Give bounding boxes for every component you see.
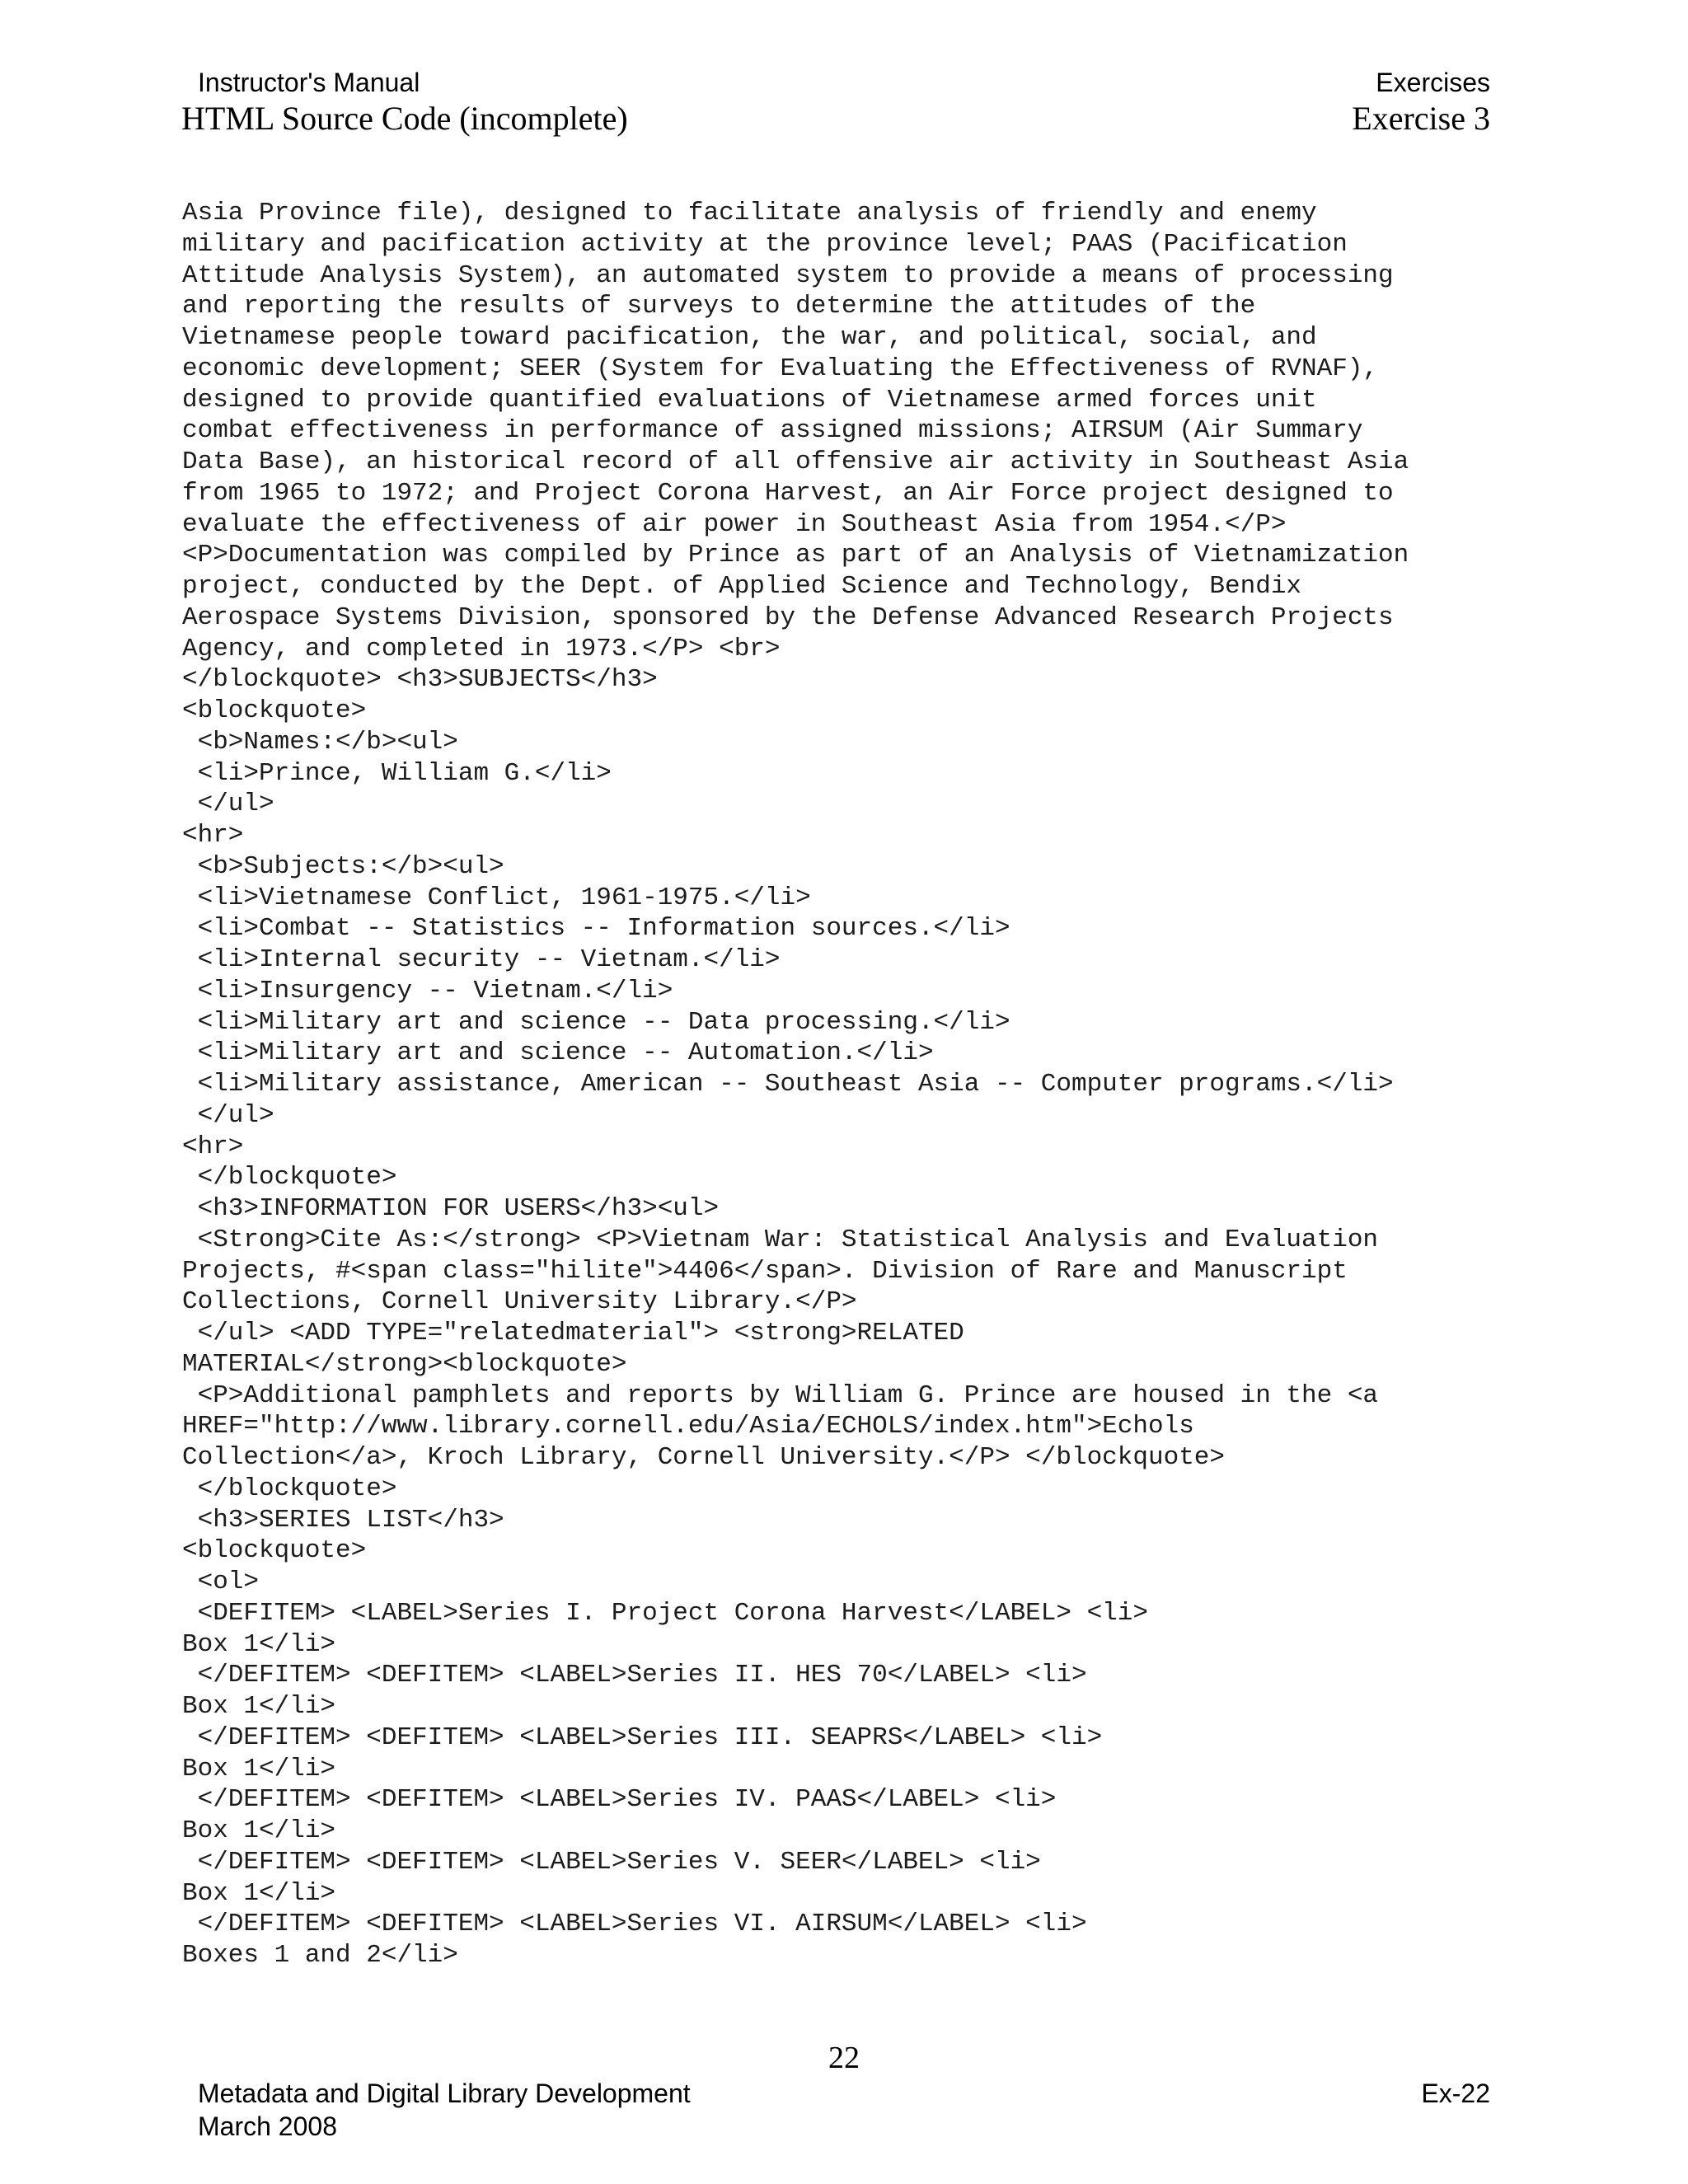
code-line: Collection</a>, Kroch Library, Cornell University.</P> </blockquote>: [182, 1443, 1226, 1472]
header-manual-label: Instructor's Manual: [198, 68, 420, 97]
code-line: <li>Military assistance, American -- Southeast Asia -- Computer programs.</li>: [182, 1070, 1394, 1099]
code-line: </ul>: [182, 1100, 274, 1130]
code-line: Agency, and completed in 1973.</P> <br>: [182, 634, 781, 663]
code-line: <hr>: [182, 821, 244, 850]
code-line: </DEFITEM> <DEFITEM> <LABEL>Series II. HES 70</LABEL> <li>: [182, 1661, 1087, 1690]
code-line: <li>Internal security -- Vietnam.</li>: [182, 945, 781, 974]
code-line: </DEFITEM> <DEFITEM> <LABEL>Series V. SEER</LABEL> <li>: [182, 1847, 1041, 1877]
code-line: Aerospace Systems Division, sponsored by the Defense Advanced Research Projects: [182, 602, 1394, 632]
code-line: </DEFITEM> <DEFITEM> <LABEL>Series VI. AIRSUM</LABEL> <li>: [182, 1910, 1087, 1939]
code-line: <h3>INFORMATION FOR USERS</h3><ul>: [182, 1194, 720, 1223]
header-section-label: Exercises: [1376, 68, 1490, 97]
footer-page-code: Ex-22: [1421, 2079, 1490, 2108]
code-line: Box 1</li>: [182, 1816, 336, 1845]
code-line: </DEFITEM> <DEFITEM> <LABEL>Series IV. PAAS</LABEL> <li>: [182, 1785, 1057, 1815]
code-line: Boxes 1 and 2</li>: [182, 1941, 458, 1970]
code-line: </blockquote> <h3>SUBJECTS</h3>: [182, 665, 658, 695]
code-line: <li>Military art and science -- Automation.</li>: [182, 1038, 934, 1068]
code-line: Data Base), an historical record of all offensive air activity in Southeast Asia: [182, 448, 1409, 476]
code-line: MATERIAL</strong><blockquote>: [182, 1349, 627, 1379]
code-line: </blockquote>: [182, 1163, 397, 1193]
code-line: </blockquote>: [182, 1474, 397, 1503]
html-source-code-block: [182, 198, 1534, 1971]
code-line: combat effectiveness in performance of assigned missions; AIRSUM (Air Summary: [182, 416, 1363, 446]
code-line: <Strong>Cite As:</strong> <P>Vietnam War: Statistical Analysis and Evaluation: [182, 1225, 1379, 1254]
footer-course-title: Metadata and Digital Library Development: [198, 2079, 691, 2108]
code-line: <li>Insurgency -- Vietnam.</li>: [182, 976, 673, 1005]
exercise-title: Exercise 3: [1352, 100, 1490, 137]
code-line: <blockquote>: [182, 1536, 367, 1566]
code-line: </ul>: [182, 790, 274, 819]
code-line: Box 1</li>: [182, 1754, 336, 1783]
code-line: Box 1</li>: [182, 1629, 336, 1659]
code-line: designed to provide quantified evaluations of Vietnamese armed forces unit: [182, 385, 1317, 415]
code-line: evaluate the effectiveness of air power in Southeast Asia from 1954.</P>: [182, 509, 1287, 539]
code-line: </DEFITEM> <DEFITEM> <LABEL>Series III. SEAPRS</LABEL> <li>: [182, 1722, 1103, 1752]
code-line: <P>Documentation was compiled by Prince as part of an Analysis of Vietnamization: [182, 541, 1409, 570]
code-line: project, conducted by the Dept. of Applied Science and Technology, Bendix: [182, 572, 1302, 601]
code-line: </ul> <ADD TYPE="relatedmaterial"> <strong>RELATED: [182, 1319, 964, 1347]
code-line: Collections, Cornell University Library.</P>: [182, 1287, 857, 1317]
code-line: <li>Prince, William G.</li>: [182, 758, 612, 788]
code-line: Box 1</li>: [182, 1692, 336, 1721]
code-line: Asia Province file), designed to facilitate analysis of friendly and enemy: [182, 199, 1317, 227]
code-line: Box 1</li>: [182, 1878, 336, 1908]
page-number: 22: [828, 2041, 860, 2075]
code-line: from 1965 to 1972; and Project Corona Harvest, an Air Force project designed to: [182, 478, 1394, 508]
code-line: <h3>SERIES LIST</h3>: [182, 1505, 504, 1535]
code-line: <blockquote>: [182, 696, 367, 725]
code-line: HREF="http://www.library.cornell.edu/Asia/ECHOLS/index.htm">Echols: [182, 1412, 1194, 1441]
code-line: <li>Vietnamese Conflict, 1961-1975.</li>: [182, 883, 811, 912]
code-line: Projects, #<span class="hilite">4406</span>. Division of Rare and Manuscript: [182, 1256, 1348, 1286]
code-line: <li>Military art and science -- Data processing.</li>: [182, 1007, 1010, 1037]
code-line: <b>Subjects:</b><ul>: [182, 851, 504, 881]
code-line: <b>Names:</b><ul>: [182, 727, 458, 757]
code-line: Attitude Analysis System), an automated system to provide a means of processing: [182, 260, 1394, 290]
code-line: <P>Additional pamphlets and reports by William G. Prince are housed in the <a: [182, 1380, 1379, 1410]
code-line: military and pacification activity at the province level; PAAS (Pacification: [182, 229, 1348, 259]
code-line: economic development; SEER (System for Evaluating the Effectiveness of RVNAF),: [182, 354, 1379, 383]
page-title: HTML Source Code (incomplete): [181, 100, 628, 137]
code-line: <li>Combat -- Statistics -- Information sources.</li>: [182, 914, 1010, 944]
code-line: <ol>: [182, 1568, 260, 1596]
footer-course-info: [198, 2077, 691, 2143]
footer-date: March 2008: [198, 2111, 337, 2141]
code-line: and reporting the results of surveys to determine the attitudes of the: [182, 292, 1256, 321]
code-line: Vietnamese people toward pacification, the war, and political, social, and: [182, 323, 1317, 352]
code-line: <DEFITEM> <LABEL>Series I. Project Corona Harvest</LABEL> <li>: [182, 1598, 1148, 1628]
code-line: <hr>: [182, 1132, 244, 1161]
